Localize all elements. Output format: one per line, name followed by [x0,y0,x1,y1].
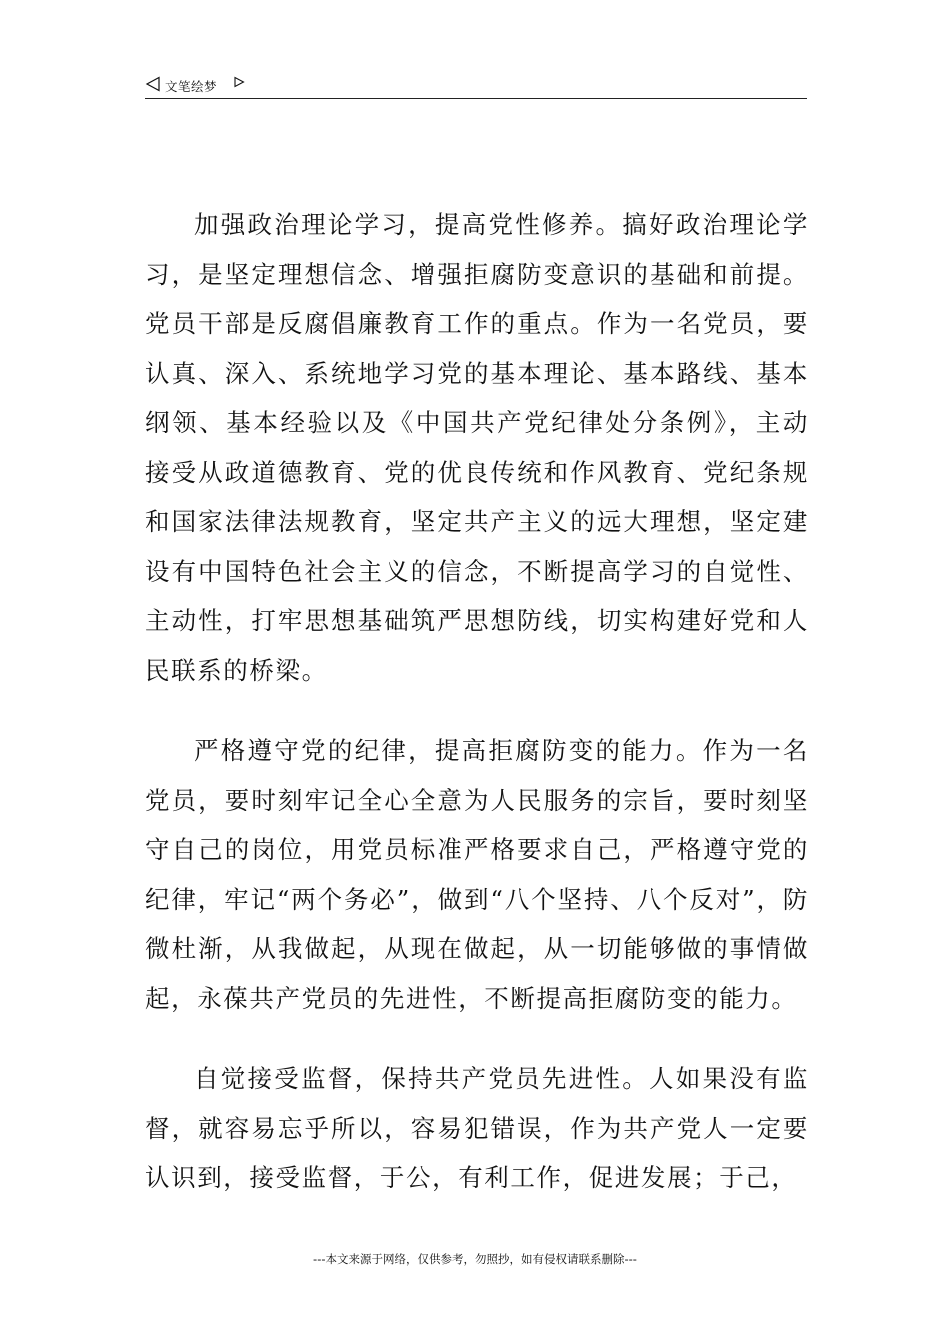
header-title: 文笔绘梦 [165,79,218,94]
triangle-right-icon [233,76,245,88]
triangle-left-icon [145,76,161,92]
paragraph: 严格遵守党的纪律，提高拒腐防变的能力。作为一名党员，要时刻牢记全心全意为人民服务的宗旨，要时刻坚守自己的岗位，用党员标准严格要求自己，严格遵守党的纪律，牢记“两个务必”，做到“八个坚持、八个反对”，防微杜渐，从我做起，从现在做起，从一切能够做的事情做起，永葆共产党员的先进性，不断提高拒腐防变的能力。 [145,736,809,1013]
document-body [145,200,809,1203]
paragraph: 自觉接受监督，保持共产党员先进性。人如果没有监督，就容易忘乎所以，容易犯错误，作为共产党人一定要认识到，接受监督，于公，有利工作，促进发展；于己， [145,1064,809,1192]
page-header [145,74,807,99]
paragraph: 加强政治理论学习，提高党性修养。搞好政治理论学习，是坚定理想信念、增强拒腐防变意识的基础和前提。党员干部是反腐倡廉教育工作的重点。作为一名党员，要认真、深入、系统地学习党的基本理论、基本路线、基本纲领、基本经验以及《中国共产党纪律处分条例》，主动接受从政道德教育、党的优良传统和作风教育、党纪条规和国家法律法规教育，坚定共产主义的远大理想，坚定建设有中国特色社会主义的信念，不断提高学习的自觉性、主动性，打牢思想基础筑严思想防线，切实构建好党和人民联系的桥梁。 [145,210,809,685]
page-footer: ---本文来源于网络，仅供参考，勿照抄，如有侵权请联系删除--- [313,1252,637,1266]
